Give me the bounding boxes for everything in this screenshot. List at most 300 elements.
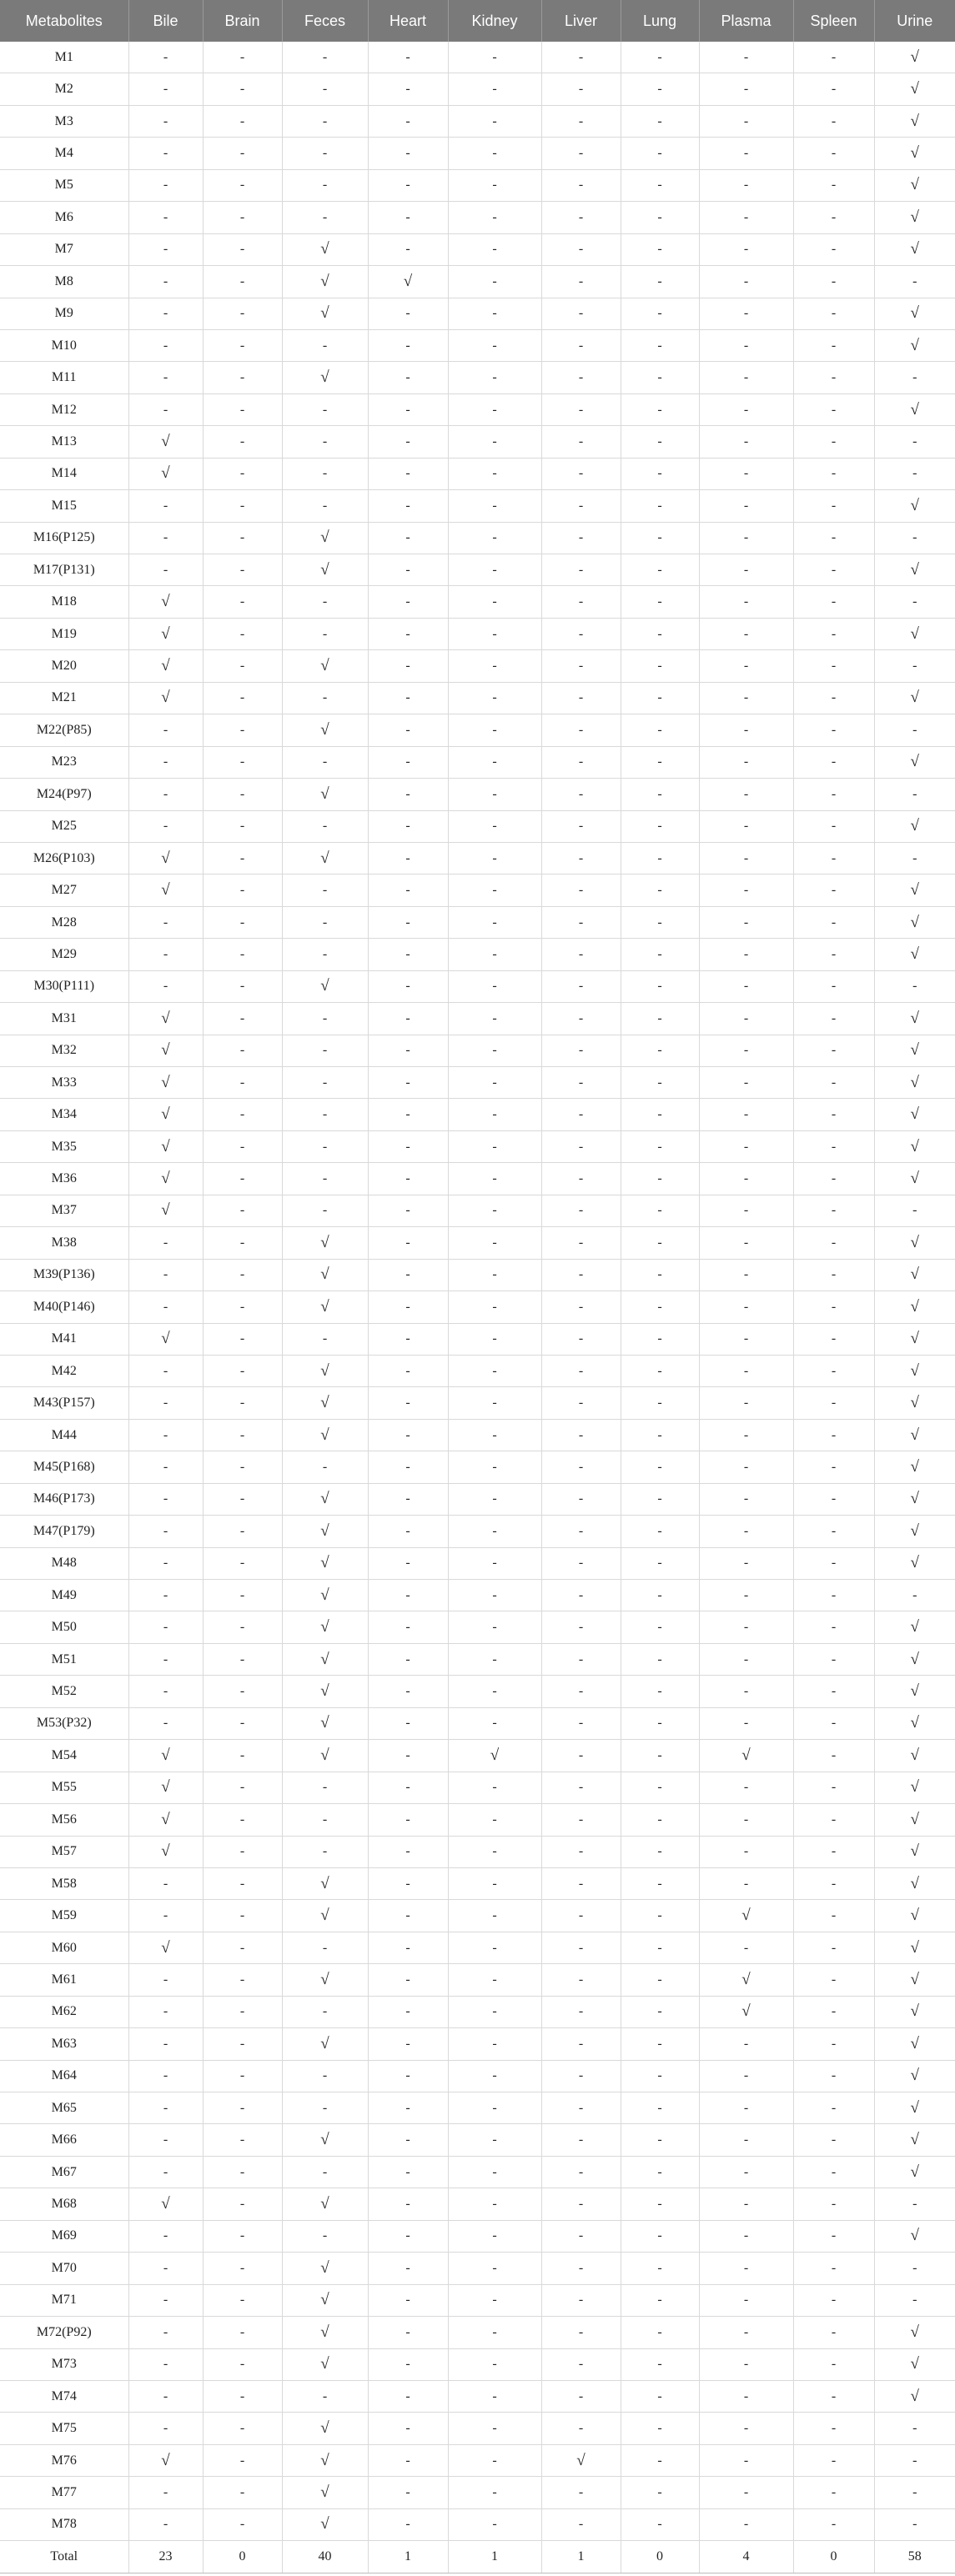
tissue-liver-cell: - <box>541 1516 621 1547</box>
tissue-spleen-cell: - <box>793 202 874 233</box>
table-row <box>0 329 955 361</box>
tissue-urine-cell: √ <box>874 618 955 649</box>
tissue-kidney-cell: - <box>448 2348 541 2380</box>
tissue-liver-cell: - <box>541 169 621 201</box>
tissue-lung-cell: - <box>621 73 699 105</box>
tissue-bile-cell: - <box>128 1643 203 1675</box>
tissue-plasma-cell: - <box>699 138 793 169</box>
tissue-urine-cell: √ <box>874 42 955 73</box>
total-bile-cell: 23 <box>128 2541 203 2573</box>
tissue-kidney-cell: - <box>448 618 541 649</box>
table-row <box>0 714 955 746</box>
tissue-urine-cell: √ <box>874 939 955 970</box>
tissue-spleen-cell: - <box>793 2188 874 2220</box>
column-header-brain: Brain <box>203 0 282 42</box>
tissue-heart-cell: - <box>368 2317 448 2348</box>
tissue-kidney-cell: - <box>448 1291 541 1323</box>
tissue-brain-cell: - <box>203 682 282 714</box>
tissue-liver-cell: - <box>541 1964 621 1996</box>
tissue-lung-cell: - <box>621 1387 699 1419</box>
tissue-liver-cell: - <box>541 1772 621 1803</box>
tissue-heart-cell: - <box>368 2413 448 2444</box>
tissue-urine-cell: √ <box>874 2092 955 2124</box>
tissue-plasma-cell: - <box>699 650 793 682</box>
tissue-brain-cell: - <box>203 2284 282 2316</box>
table-row <box>0 2124 955 2156</box>
tissue-liver-cell: - <box>541 906 621 938</box>
tissue-lung-cell: - <box>621 618 699 649</box>
tissue-bile-cell: - <box>128 1355 203 1386</box>
tissue-heart-cell: - <box>368 2028 448 2060</box>
tissue-brain-cell: - <box>203 1451 282 1483</box>
tissue-urine-cell: √ <box>874 1643 955 1675</box>
tissue-feces-cell: - <box>282 1130 368 1162</box>
tissue-brain-cell: - <box>203 1900 282 1932</box>
tissue-bile-cell: √ <box>128 1323 203 1355</box>
metabolite-name-cell: M54 <box>0 1740 128 1772</box>
tissue-bile-cell: - <box>128 2317 203 2348</box>
tissue-kidney-cell: - <box>448 1195 541 1226</box>
tissue-lung-cell: - <box>621 2188 699 2220</box>
tissue-bile-cell: - <box>128 2413 203 2444</box>
tissue-kidney-cell: - <box>448 875 541 906</box>
table-row <box>0 746 955 778</box>
tissue-feces-cell: √ <box>282 362 368 393</box>
tissue-urine-cell: √ <box>874 105 955 137</box>
tissue-spleen-cell: - <box>793 42 874 73</box>
tissue-brain-cell: - <box>203 458 282 489</box>
table-row <box>0 2444 955 2476</box>
tissue-kidney-cell: - <box>448 1099 541 1130</box>
tissue-heart-cell: - <box>368 138 448 169</box>
tissue-brain-cell: - <box>203 1740 282 1772</box>
tissue-lung-cell: - <box>621 939 699 970</box>
tissue-lung-cell: - <box>621 2348 699 2380</box>
tissue-bile-cell: - <box>128 1387 203 1419</box>
table-row <box>0 1836 955 1867</box>
tissue-brain-cell: - <box>203 1676 282 1707</box>
metabolite-name-cell: M64 <box>0 2060 128 2092</box>
tissue-plasma-cell: - <box>699 842 793 874</box>
tissue-heart-cell: - <box>368 875 448 906</box>
metabolite-name-cell: M45(P168) <box>0 1451 128 1483</box>
tissue-lung-cell: - <box>621 426 699 458</box>
tissue-kidney-cell: - <box>448 650 541 682</box>
metabolite-name-cell: M52 <box>0 1676 128 1707</box>
tissue-kidney-cell: - <box>448 2317 541 2348</box>
tissue-urine-cell: √ <box>874 1163 955 1195</box>
metabolite-name-cell: M1 <box>0 42 128 73</box>
tissue-lung-cell: - <box>621 1580 699 1611</box>
metabolite-name-cell: M38 <box>0 1227 128 1259</box>
tissue-feces-cell: √ <box>282 2317 368 2348</box>
tissue-kidney-cell: - <box>448 2413 541 2444</box>
tissue-kidney-cell: - <box>448 2060 541 2092</box>
tissue-plasma-cell: - <box>699 105 793 137</box>
table-row <box>0 779 955 810</box>
tissue-urine-cell: √ <box>874 1003 955 1035</box>
metabolite-name-cell: M26(P103) <box>0 842 128 874</box>
tissue-bile-cell: - <box>128 2156 203 2188</box>
tissue-kidney-cell: - <box>448 2284 541 2316</box>
metabolite-name-cell: M3 <box>0 105 128 137</box>
tissue-spleen-cell: - <box>793 2444 874 2476</box>
tissue-bile-cell: - <box>128 2508 203 2540</box>
tissue-plasma-cell: √ <box>699 1964 793 1996</box>
tissue-plasma-cell: - <box>699 73 793 105</box>
tissue-urine-cell: √ <box>874 1996 955 2027</box>
metabolite-name-cell: M69 <box>0 2220 128 2252</box>
tissue-feces-cell: - <box>282 1836 368 1867</box>
tissue-feces-cell: √ <box>282 1547 368 1579</box>
total-spleen-cell: 0 <box>793 2541 874 2573</box>
tissue-heart-cell: - <box>368 490 448 522</box>
tissue-bile-cell: - <box>128 490 203 522</box>
tissue-urine-cell: √ <box>874 1804 955 1836</box>
tissue-heart-cell: - <box>368 1547 448 1579</box>
tissue-kidney-cell: - <box>448 939 541 970</box>
tissue-kidney-cell: - <box>448 842 541 874</box>
tissue-plasma-cell: - <box>699 1611 793 1643</box>
table-row <box>0 362 955 393</box>
tissue-bile-cell: - <box>128 202 203 233</box>
tissue-bile-cell: - <box>128 906 203 938</box>
tissue-spleen-cell: - <box>793 586 874 618</box>
metabolite-name-cell: M11 <box>0 362 128 393</box>
table-row <box>0 1740 955 1772</box>
tissue-spleen-cell: - <box>793 779 874 810</box>
tissue-spleen-cell: - <box>793 1643 874 1675</box>
tissue-urine-cell: √ <box>874 682 955 714</box>
tissue-feces-cell: √ <box>282 1867 368 1899</box>
metabolite-name-cell: M40(P146) <box>0 1291 128 1323</box>
tissue-urine-cell: - <box>874 2508 955 2540</box>
tissue-feces-cell: √ <box>282 1707 368 1739</box>
tissue-brain-cell: - <box>203 1547 282 1579</box>
tissue-bile-cell: √ <box>128 650 203 682</box>
metabolite-name-cell: M31 <box>0 1003 128 1035</box>
tissue-lung-cell: - <box>621 362 699 393</box>
tissue-spleen-cell: - <box>793 1291 874 1323</box>
tissue-bile-cell: - <box>128 329 203 361</box>
tissue-urine-cell: - <box>874 2477 955 2508</box>
column-header-feces: Feces <box>282 0 368 42</box>
tissue-kidney-cell: - <box>448 233 541 265</box>
table-row <box>0 1804 955 1836</box>
tissue-plasma-cell: - <box>699 458 793 489</box>
tissue-lung-cell: - <box>621 1195 699 1226</box>
tissue-heart-cell: - <box>368 202 448 233</box>
tissue-heart-cell: - <box>368 1580 448 1611</box>
table-row <box>0 1067 955 1099</box>
tissue-plasma-cell: - <box>699 1259 793 1291</box>
table-row <box>0 1932 955 1963</box>
table-row <box>0 1195 955 1226</box>
table-row <box>0 1900 955 1932</box>
tissue-brain-cell: - <box>203 1772 282 1803</box>
tissue-spleen-cell: - <box>793 1900 874 1932</box>
metabolite-name-cell: M16(P125) <box>0 522 128 554</box>
tissue-feces-cell: √ <box>282 554 368 586</box>
tissue-bile-cell: - <box>128 779 203 810</box>
tissue-spleen-cell: - <box>793 1707 874 1739</box>
tissue-kidney-cell: - <box>448 42 541 73</box>
tissue-plasma-cell: - <box>699 1067 793 1099</box>
tissue-plasma-cell: - <box>699 1547 793 1579</box>
metabolite-name-cell: M30(P111) <box>0 970 128 1002</box>
tissue-liver-cell: - <box>541 2477 621 2508</box>
tissue-lung-cell: - <box>621 1611 699 1643</box>
tissue-feces-cell: √ <box>282 779 368 810</box>
tissue-plasma-cell: - <box>699 554 793 586</box>
tissue-plasma-cell: - <box>699 1419 793 1451</box>
column-header-metabolites: Metabolites <box>0 0 128 42</box>
tissue-brain-cell: - <box>203 1035 282 1066</box>
metabolite-name-cell: M53(P32) <box>0 1707 128 1739</box>
tissue-liver-cell: - <box>541 1130 621 1162</box>
table-row <box>0 42 955 73</box>
tissue-feces-cell: - <box>282 906 368 938</box>
tissue-kidney-cell: - <box>448 1355 541 1386</box>
tissue-bile-cell: - <box>128 1227 203 1259</box>
tissue-heart-cell: - <box>368 362 448 393</box>
tissue-spleen-cell: - <box>793 2348 874 2380</box>
metabolite-name-cell: M24(P97) <box>0 779 128 810</box>
tissue-liver-cell: - <box>541 426 621 458</box>
tissue-brain-cell: - <box>203 1003 282 1035</box>
tissue-heart-cell: - <box>368 2508 448 2540</box>
tissue-heart-cell: - <box>368 2253 448 2284</box>
tissue-plasma-cell: - <box>699 426 793 458</box>
tissue-bile-cell: √ <box>128 842 203 874</box>
tissue-liver-cell: - <box>541 1451 621 1483</box>
tissue-kidney-cell: - <box>448 426 541 458</box>
tissue-lung-cell: - <box>621 2092 699 2124</box>
tissue-lung-cell: - <box>621 1932 699 1963</box>
tissue-kidney-cell: - <box>448 1259 541 1291</box>
tissue-liver-cell: - <box>541 2253 621 2284</box>
tissue-heart-cell: - <box>368 779 448 810</box>
tissue-spleen-cell: - <box>793 618 874 649</box>
tissue-brain-cell: - <box>203 1516 282 1547</box>
table-row <box>0 2092 955 2124</box>
tissue-liver-cell: - <box>541 2317 621 2348</box>
tissue-urine-cell: - <box>874 2444 955 2476</box>
tissue-liver-cell: - <box>541 1291 621 1323</box>
tissue-lung-cell: - <box>621 1451 699 1483</box>
tissue-bile-cell: - <box>128 2092 203 2124</box>
table-row <box>0 1227 955 1259</box>
tissue-heart-cell: - <box>368 970 448 1002</box>
tissue-kidney-cell: - <box>448 1067 541 1099</box>
metabolite-name-cell: M19 <box>0 618 128 649</box>
tissue-plasma-cell: - <box>699 1483 793 1515</box>
tissue-urine-cell: √ <box>874 169 955 201</box>
tissue-kidney-cell: - <box>448 169 541 201</box>
table-row <box>0 426 955 458</box>
tissue-feces-cell: √ <box>282 1227 368 1259</box>
tissue-bile-cell: - <box>128 2060 203 2092</box>
tissue-lung-cell: - <box>621 2284 699 2316</box>
tissue-kidney-cell: - <box>448 1643 541 1675</box>
metabolite-name-cell: M73 <box>0 2348 128 2380</box>
tissue-bile-cell: - <box>128 73 203 105</box>
tissue-bile-cell: √ <box>128 1003 203 1035</box>
tissue-heart-cell: - <box>368 1996 448 2027</box>
metabolite-name-cell: M9 <box>0 298 128 329</box>
tissue-urine-cell: - <box>874 2284 955 2316</box>
tissue-kidney-cell: - <box>448 490 541 522</box>
tissue-heart-cell: - <box>368 1387 448 1419</box>
tissue-heart-cell: - <box>368 1772 448 1803</box>
tissue-lung-cell: - <box>621 810 699 842</box>
tissue-feces-cell: - <box>282 2156 368 2188</box>
metabolite-name-cell: M70 <box>0 2253 128 2284</box>
tissue-brain-cell: - <box>203 2092 282 2124</box>
tissue-heart-cell: - <box>368 810 448 842</box>
tissue-brain-cell: - <box>203 1707 282 1739</box>
tissue-brain-cell: - <box>203 746 282 778</box>
tissue-urine-cell: √ <box>874 1836 955 1867</box>
tissue-plasma-cell: - <box>699 810 793 842</box>
tissue-lung-cell: - <box>621 2124 699 2156</box>
tissue-spleen-cell: - <box>793 2220 874 2252</box>
column-header-kidney: Kidney <box>448 0 541 42</box>
tissue-liver-cell: - <box>541 746 621 778</box>
tissue-plasma-cell: √ <box>699 1900 793 1932</box>
tissue-lung-cell: - <box>621 1516 699 1547</box>
tissue-kidney-cell: - <box>448 2092 541 2124</box>
tissue-spleen-cell: - <box>793 1130 874 1162</box>
tissue-heart-cell: - <box>368 2156 448 2188</box>
tissue-spleen-cell: - <box>793 2028 874 2060</box>
tissue-spleen-cell: - <box>793 266 874 298</box>
tissue-bile-cell: - <box>128 1291 203 1323</box>
metabolite-name-cell: M55 <box>0 1772 128 1803</box>
tissue-urine-cell: √ <box>874 906 955 938</box>
tissue-kidney-cell: - <box>448 202 541 233</box>
tissue-brain-cell: - <box>203 2380 282 2412</box>
tissue-plasma-cell: - <box>699 1707 793 1739</box>
tissue-lung-cell: - <box>621 875 699 906</box>
tissue-urine-cell: - <box>874 586 955 618</box>
metabolite-name-cell: M47(P179) <box>0 1516 128 1547</box>
column-header-plasma: Plasma <box>699 0 793 42</box>
tissue-plasma-cell: - <box>699 329 793 361</box>
tissue-urine-cell: √ <box>874 746 955 778</box>
tissue-bile-cell: - <box>128 1483 203 1515</box>
tissue-spleen-cell: - <box>793 1419 874 1451</box>
tissue-spleen-cell: - <box>793 1516 874 1547</box>
table-row <box>0 1580 955 1611</box>
tissue-lung-cell: - <box>621 2413 699 2444</box>
tissue-bile-cell: - <box>128 2028 203 2060</box>
tissue-spleen-cell: - <box>793 1611 874 1643</box>
tissue-brain-cell: - <box>203 906 282 938</box>
tissue-plasma-cell: - <box>699 1836 793 1867</box>
tissue-heart-cell: - <box>368 2348 448 2380</box>
tissue-bile-cell: √ <box>128 426 203 458</box>
tissue-plasma-cell: - <box>699 1227 793 1259</box>
metabolite-name-cell: M23 <box>0 746 128 778</box>
tissue-bile-cell: - <box>128 2380 203 2412</box>
header-row <box>0 0 955 42</box>
metabolite-name-cell: M6 <box>0 202 128 233</box>
tissue-bile-cell: √ <box>128 2444 203 2476</box>
tissue-lung-cell: - <box>621 1099 699 1130</box>
tissue-urine-cell: √ <box>874 329 955 361</box>
tissue-plasma-cell: - <box>699 1676 793 1707</box>
tissue-liver-cell: - <box>541 554 621 586</box>
tissue-feces-cell: √ <box>282 1483 368 1515</box>
total-feces-cell: 40 <box>282 2541 368 2573</box>
tissue-plasma-cell: - <box>699 266 793 298</box>
table-row <box>0 1964 955 1996</box>
tissue-spleen-cell: - <box>793 329 874 361</box>
table-row <box>0 2253 955 2284</box>
tissue-liver-cell: - <box>541 682 621 714</box>
tissue-feces-cell: √ <box>282 266 368 298</box>
tissue-heart-cell: - <box>368 714 448 746</box>
tissue-bile-cell: √ <box>128 1099 203 1130</box>
tissue-urine-cell: √ <box>874 1451 955 1483</box>
tissue-liver-cell: - <box>541 842 621 874</box>
table-row <box>0 105 955 137</box>
tissue-feces-cell: - <box>282 875 368 906</box>
tissue-brain-cell: - <box>203 2413 282 2444</box>
tissue-urine-cell: √ <box>874 2317 955 2348</box>
tissue-liver-cell: - <box>541 522 621 554</box>
tissue-bile-cell: √ <box>128 875 203 906</box>
tissue-brain-cell: - <box>203 714 282 746</box>
tissue-plasma-cell: - <box>699 42 793 73</box>
tissue-feces-cell: √ <box>282 1419 368 1451</box>
tissue-brain-cell: - <box>203 329 282 361</box>
tissue-bile-cell: - <box>128 714 203 746</box>
tissue-brain-cell: - <box>203 2060 282 2092</box>
tissue-heart-cell: - <box>368 1067 448 1099</box>
tissue-heart-cell: - <box>368 1355 448 1386</box>
tissue-spleen-cell: - <box>793 2253 874 2284</box>
tissue-kidney-cell: - <box>448 1035 541 1066</box>
tissue-lung-cell: - <box>621 2253 699 2284</box>
metabolite-name-cell: M32 <box>0 1035 128 1066</box>
tissue-liver-cell: - <box>541 939 621 970</box>
tissue-lung-cell: - <box>621 1067 699 1099</box>
tissue-bile-cell: - <box>128 746 203 778</box>
tissue-heart-cell: - <box>368 842 448 874</box>
tissue-spleen-cell: - <box>793 1804 874 1836</box>
tissue-brain-cell: - <box>203 138 282 169</box>
tissue-brain-cell: - <box>203 810 282 842</box>
tissue-feces-cell: - <box>282 2220 368 2252</box>
tissue-plasma-cell: - <box>699 2124 793 2156</box>
tissue-feces-cell: - <box>282 1451 368 1483</box>
tissue-feces-cell: - <box>282 138 368 169</box>
tissue-brain-cell: - <box>203 1067 282 1099</box>
tissue-plasma-cell: - <box>699 2092 793 2124</box>
tissue-urine-cell: √ <box>874 554 955 586</box>
table-row <box>0 2348 955 2380</box>
tissue-bile-cell: - <box>128 1516 203 1547</box>
metabolite-name-cell: M68 <box>0 2188 128 2220</box>
tissue-brain-cell: - <box>203 2444 282 2476</box>
tissue-kidney-cell: - <box>448 1836 541 1867</box>
tissue-liver-cell: - <box>541 2508 621 2540</box>
table-row <box>0 1291 955 1323</box>
tissue-bile-cell: √ <box>128 682 203 714</box>
tissue-plasma-cell: - <box>699 2477 793 2508</box>
